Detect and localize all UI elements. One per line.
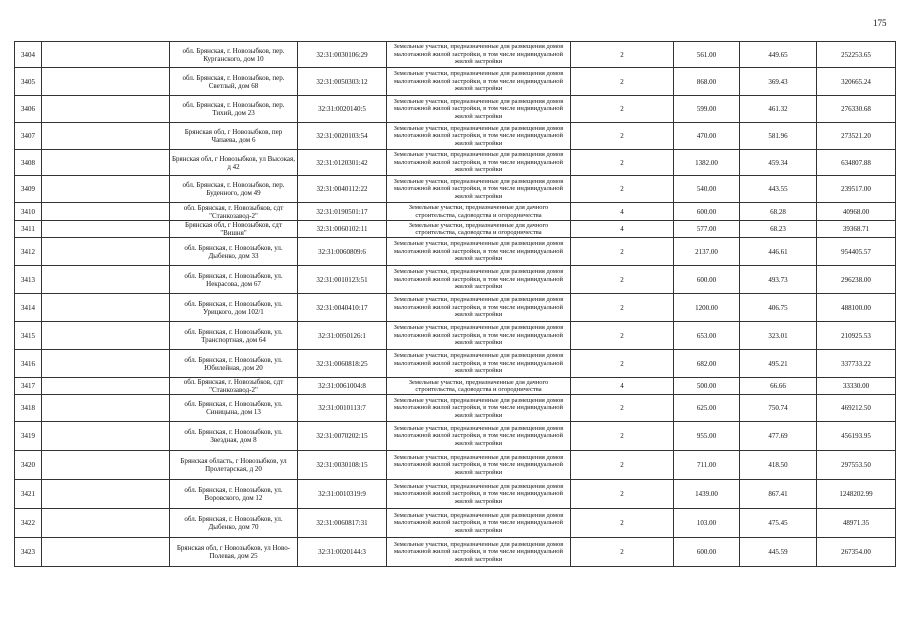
land-use-cell: Земельные участки, предназначенные для размещения домов малоэтажной жилой застройки, в том числе индивидуальной жилой застройки (387, 422, 571, 451)
area-cell: 868.00 (674, 68, 740, 96)
rate-cell: 449.65 (740, 42, 817, 68)
cadastral-value-cell: 469212.50 (817, 395, 896, 422)
row-number: 3408 (15, 150, 42, 176)
rate-cell: 581.96 (740, 123, 817, 150)
spacer-cell (42, 480, 170, 509)
land-use-cell: Земельные участки, предназначенные для дачного строительства, садоводства и огородничества (387, 378, 571, 395)
spacer-cell (42, 203, 170, 221)
rate-cell: 461.32 (740, 96, 817, 123)
row-number: 3405 (15, 68, 42, 96)
rate-cell: 477.69 (740, 422, 817, 451)
row-number: 3414 (15, 294, 42, 322)
address-cell: обл. Брянская, г. Новозыбков, ул. Урицкого, дом 102/1 (170, 294, 298, 322)
table-row (15, 322, 896, 350)
cadastral-number-cell: 32:31:0190501:17 (298, 203, 387, 221)
category-cell: 2 (571, 150, 674, 176)
address-cell: обл. Брянская, г. Новозыбков, ул. Дыбенко, дом 70 (170, 509, 298, 538)
area-cell: 561.00 (674, 42, 740, 68)
spacer-cell (42, 68, 170, 96)
row-number: 3406 (15, 96, 42, 123)
cadastral-value-cell: 1248202.99 (817, 480, 896, 509)
spacer-cell (42, 238, 170, 266)
spacer-cell (42, 322, 170, 350)
cadastral-value-cell: 320665.24 (817, 68, 896, 96)
rate-cell: 323.01 (740, 322, 817, 350)
address-cell: обл. Брянская, г. Новозыбков, пер. Курганского, дом 10 (170, 42, 298, 68)
category-cell: 2 (571, 123, 674, 150)
rate-cell: 495.21 (740, 350, 817, 378)
land-use-cell: Земельные участки, предназначенные для размещения домов малоэтажной жилой застройки, в том числе индивидуальной жилой застройки (387, 96, 571, 123)
area-cell: 653.00 (674, 322, 740, 350)
table-row (15, 221, 896, 238)
rate-cell: 459.34 (740, 150, 817, 176)
rate-cell: 445.59 (740, 538, 817, 567)
rate-cell: 867.41 (740, 480, 817, 509)
category-cell: 2 (571, 350, 674, 378)
spacer-cell (42, 266, 170, 294)
category-cell: 4 (571, 378, 674, 395)
spacer-cell (42, 221, 170, 238)
address-cell: Брянская обл, г Новозыбков, сдт "Вишня" (170, 221, 298, 238)
row-number: 3423 (15, 538, 42, 567)
address-cell: Брянская обл, г Новозыбков, ул Высокая, д 42 (170, 150, 298, 176)
land-use-cell: Земельные участки, предназначенные для размещения домов малоэтажной жилой застройки, в том числе индивидуальной жилой застройки (387, 480, 571, 509)
area-cell: 682.00 (674, 350, 740, 378)
cadastral-value-cell: 33330.00 (817, 378, 896, 395)
cadastral-number-cell: 32:31:0050126:1 (298, 322, 387, 350)
cadastral-number-cell: 32:31:0030106:29 (298, 42, 387, 68)
cadastral-number-cell: 32:31:0010123:51 (298, 266, 387, 294)
table-row (15, 350, 896, 378)
rate-cell: 369.43 (740, 68, 817, 96)
rate-cell: 406.75 (740, 294, 817, 322)
address-cell: обл. Брянская, г. Новозыбков, ул. Воровского, дом 12 (170, 480, 298, 509)
cadastral-value-cell: 39368.71 (817, 221, 896, 238)
cadastral-number-cell: 32:31:0020140:5 (298, 96, 387, 123)
land-use-cell: Земельные участки, предназначенные для размещения домов малоэтажной жилой застройки, в том числе индивидуальной жилой застройки (387, 68, 571, 96)
land-use-cell: Земельные участки, предназначенные для размещения домов малоэтажной жилой застройки, в том числе индивидуальной жилой застройки (387, 395, 571, 422)
address-cell: обл. Брянская, г. Новозыбков, ул. Транспортная, дом 64 (170, 322, 298, 350)
land-use-cell: Земельные участки, предназначенные для размещения домов малоэтажной жилой застройки, в том числе индивидуальной жилой застройки (387, 294, 571, 322)
table-row (15, 68, 896, 96)
category-cell: 2 (571, 176, 674, 203)
category-cell: 2 (571, 42, 674, 68)
cadastral-number-cell: 32:31:0010113:7 (298, 395, 387, 422)
row-number: 3407 (15, 123, 42, 150)
land-use-cell: Земельные участки, предназначенные для размещения домов малоэтажной жилой застройки, в том числе индивидуальной жилой застройки (387, 150, 571, 176)
table-row (15, 176, 896, 203)
rate-cell: 750.74 (740, 395, 817, 422)
rate-cell: 446.61 (740, 238, 817, 266)
spacer-cell (42, 451, 170, 480)
category-cell: 2 (571, 538, 674, 567)
cadastral-value-cell: 456193.95 (817, 422, 896, 451)
cadastral-number-cell: 32:31:0040410:17 (298, 294, 387, 322)
cadastral-value-cell: 40968.00 (817, 203, 896, 221)
cadastral-number-cell: 32:31:0010319:9 (298, 480, 387, 509)
area-cell: 600.00 (674, 538, 740, 567)
page-number: 175 (873, 18, 887, 28)
area-cell: 1439.00 (674, 480, 740, 509)
category-cell: 2 (571, 238, 674, 266)
table-row (15, 96, 896, 123)
row-number: 3415 (15, 322, 42, 350)
table-row (15, 42, 896, 68)
cadastral-number-cell: 32:31:0020103:54 (298, 123, 387, 150)
rate-cell: 475.45 (740, 509, 817, 538)
spacer-cell (42, 96, 170, 123)
area-cell: 955.00 (674, 422, 740, 451)
row-number: 3412 (15, 238, 42, 266)
address-cell: обл. Брянская, г. Новозыбков, пер. Тихий, дом 23 (170, 96, 298, 123)
cadastral-number-cell: 32:31:0060818:25 (298, 350, 387, 378)
cadastral-value-cell: 634807.88 (817, 150, 896, 176)
row-number: 3417 (15, 378, 42, 395)
spacer-cell (42, 395, 170, 422)
cadastral-value-cell: 337733.22 (817, 350, 896, 378)
land-use-cell: Земельные участки, предназначенные для размещения домов малоэтажной жилой застройки, в том числе индивидуальной жилой застройки (387, 322, 571, 350)
row-number: 3409 (15, 176, 42, 203)
cadastral-value-cell: 252253.65 (817, 42, 896, 68)
table-row (15, 378, 896, 395)
category-cell: 2 (571, 266, 674, 294)
area-cell: 470.00 (674, 123, 740, 150)
land-use-cell: Земельные участки, предназначенные для размещения домов малоэтажной жилой застройки, в том числе индивидуальной жилой застройки (387, 123, 571, 150)
address-cell: обл. Брянская, г. Новозыбков, сдт "Станкозавод-2" (170, 378, 298, 395)
rate-cell: 443.55 (740, 176, 817, 203)
category-cell: 2 (571, 322, 674, 350)
cadastral-value-cell: 954405.57 (817, 238, 896, 266)
address-cell: обл. Брянская, г. Новозыбков, ул. Некрасова, дом 67 (170, 266, 298, 294)
row-number: 3416 (15, 350, 42, 378)
row-number: 3413 (15, 266, 42, 294)
area-cell: 540.00 (674, 176, 740, 203)
cadastral-number-cell: 32:31:0040112:22 (298, 176, 387, 203)
area-cell: 625.00 (674, 395, 740, 422)
table-row (15, 123, 896, 150)
spacer-cell (42, 538, 170, 567)
area-cell: 600.00 (674, 203, 740, 221)
category-cell: 4 (571, 203, 674, 221)
address-cell: обл. Брянская, г. Новозыбков, ул. Звездная, дом 8 (170, 422, 298, 451)
rate-cell: 493.73 (740, 266, 817, 294)
area-cell: 577.00 (674, 221, 740, 238)
address-cell: Брянская обл, г Новозыбков, пер Чапаева, дом 6 (170, 123, 298, 150)
cadastral-value-table (14, 41, 896, 567)
rate-cell: 68.23 (740, 221, 817, 238)
category-cell: 2 (571, 294, 674, 322)
cadastral-value-cell: 296238.00 (817, 266, 896, 294)
category-cell: 2 (571, 451, 674, 480)
spacer-cell (42, 509, 170, 538)
area-cell: 103.00 (674, 509, 740, 538)
area-cell: 1200.00 (674, 294, 740, 322)
spacer-cell (42, 294, 170, 322)
spacer-cell (42, 350, 170, 378)
land-use-cell: Земельные участки, предназначенные для дачного строительства, садоводства и огородничества (387, 221, 571, 238)
table-row (15, 150, 896, 176)
table-row (15, 509, 896, 538)
cadastral-value-cell: 210925.53 (817, 322, 896, 350)
table-row (15, 451, 896, 480)
cadastral-number-cell: 32:31:0020144:3 (298, 538, 387, 567)
cadastral-number-cell: 32:31:0061004:8 (298, 378, 387, 395)
area-cell: 599.00 (674, 96, 740, 123)
table-row (15, 395, 896, 422)
spacer-cell (42, 422, 170, 451)
cadastral-value-cell: 48971.35 (817, 509, 896, 538)
category-cell: 2 (571, 395, 674, 422)
category-cell: 4 (571, 221, 674, 238)
category-cell: 2 (571, 509, 674, 538)
table-row (15, 480, 896, 509)
table-body (15, 42, 896, 567)
cadastral-value-cell: 239517.00 (817, 176, 896, 203)
address-cell: обл. Брянская, г. Новозыбков, пер. Буденного, дом 49 (170, 176, 298, 203)
address-cell: обл. Брянская, г. Новозыбков, ул. Синицына, дом 13 (170, 395, 298, 422)
cadastral-number-cell: 32:31:0060809:6 (298, 238, 387, 266)
cadastral-value-cell: 267354.00 (817, 538, 896, 567)
cadastral-number-cell: 32:31:0060102:11 (298, 221, 387, 238)
table-row (15, 238, 896, 266)
area-cell: 2137.00 (674, 238, 740, 266)
cadastral-number-cell: 32:31:0060817:31 (298, 509, 387, 538)
land-use-cell: Земельные участки, предназначенные для размещения домов малоэтажной жилой застройки, в том числе индивидуальной жилой застройки (387, 176, 571, 203)
address-cell: Брянская область, г Новозыбков, ул Пролетарская, д 20 (170, 451, 298, 480)
land-use-cell: Земельные участки, предназначенные для размещения домов малоэтажной жилой застройки, в том числе индивидуальной жилой застройки (387, 350, 571, 378)
address-cell: обл. Брянская, г. Новозыбков, ул. Дыбенко, дом 33 (170, 238, 298, 266)
spacer-cell (42, 123, 170, 150)
row-number: 3420 (15, 451, 42, 480)
row-number: 3410 (15, 203, 42, 221)
cadastral-value-cell: 297553.50 (817, 451, 896, 480)
row-number: 3422 (15, 509, 42, 538)
row-number: 3411 (15, 221, 42, 238)
row-number: 3418 (15, 395, 42, 422)
table-row (15, 294, 896, 322)
land-use-cell: Земельные участки, предназначенные для размещения домов малоэтажной жилой застройки, в том числе индивидуальной жилой застройки (387, 42, 571, 68)
category-cell: 2 (571, 480, 674, 509)
table-row (15, 538, 896, 567)
spacer-cell (42, 150, 170, 176)
spacer-cell (42, 42, 170, 68)
rate-cell: 418.50 (740, 451, 817, 480)
area-cell: 600.00 (674, 266, 740, 294)
rate-cell: 66.66 (740, 378, 817, 395)
category-cell: 2 (571, 96, 674, 123)
cadastral-number-cell: 32:31:0030108:15 (298, 451, 387, 480)
table-row (15, 203, 896, 221)
category-cell: 2 (571, 68, 674, 96)
area-cell: 1382.00 (674, 150, 740, 176)
table-row (15, 266, 896, 294)
land-use-cell: Земельные участки, предназначенные для размещения домов малоэтажной жилой застройки, в том числе индивидуальной жилой застройки (387, 451, 571, 480)
address-cell: обл. Брянская, г. Новозыбков, сдт "Станкозавод-2" (170, 203, 298, 221)
row-number: 3421 (15, 480, 42, 509)
cadastral-number-cell: 32:31:0120301:42 (298, 150, 387, 176)
address-cell: обл. Брянская, г. Новозыбков, пер. Светлый, дом 68 (170, 68, 298, 96)
table-row (15, 422, 896, 451)
area-cell: 500.00 (674, 378, 740, 395)
spacer-cell (42, 176, 170, 203)
row-number: 3404 (15, 42, 42, 68)
land-use-cell: Земельные участки, предназначенные для размещения домов малоэтажной жилой застройки, в том числе индивидуальной жилой застройки (387, 266, 571, 294)
cadastral-value-cell: 276330.68 (817, 96, 896, 123)
land-use-cell: Земельные участки, предназначенные для размещения домов малоэтажной жилой застройки, в том числе индивидуальной жилой застройки (387, 238, 571, 266)
category-cell: 2 (571, 422, 674, 451)
address-cell: обл. Брянская, г. Новозыбков, ул. Юбилейная, дом 20 (170, 350, 298, 378)
land-use-cell: Земельные участки, предназначенные для размещения домов малоэтажной жилой застройки, в том числе индивидуальной жилой застройки (387, 509, 571, 538)
land-use-cell: Земельные участки, предназначенные для размещения домов малоэтажной жилой застройки, в том числе индивидуальной жилой застройки (387, 538, 571, 567)
spacer-cell (42, 378, 170, 395)
cadastral-number-cell: 32:31:0070202:15 (298, 422, 387, 451)
address-cell: Брянская обл, г Новозыбков, ул Ново-Полевая, дом 25 (170, 538, 298, 567)
cadastral-value-cell: 488100.00 (817, 294, 896, 322)
cadastral-value-cell: 273521.20 (817, 123, 896, 150)
row-number: 3419 (15, 422, 42, 451)
cadastral-number-cell: 32:31:0050303:12 (298, 68, 387, 96)
rate-cell: 68.28 (740, 203, 817, 221)
land-use-cell: Земельные участки, предназначенные для дачного строительства, садоводства и огородничества (387, 203, 571, 221)
area-cell: 711.00 (674, 451, 740, 480)
